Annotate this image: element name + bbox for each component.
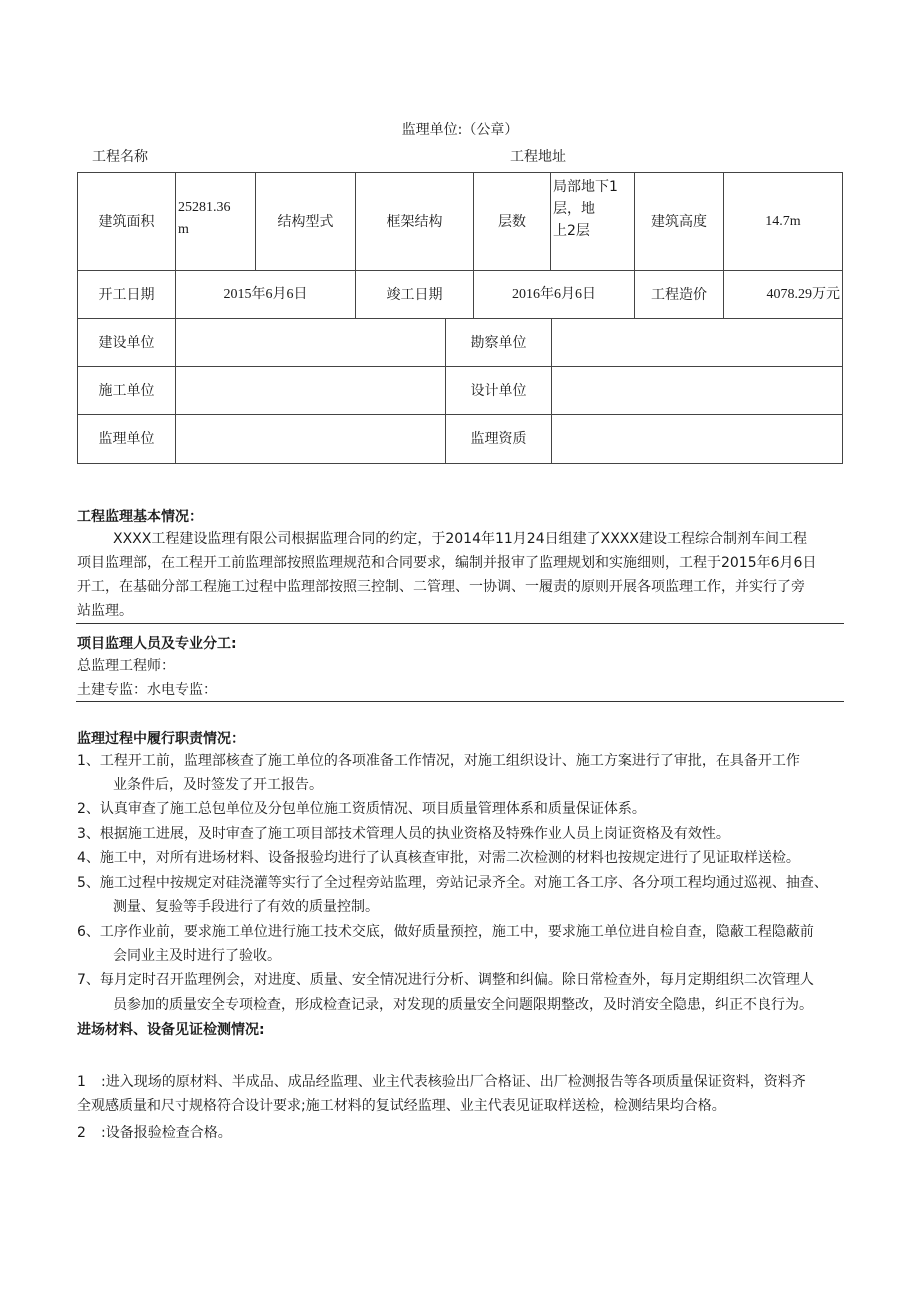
area-label: 建筑面积 — [98, 213, 155, 230]
end-date-value-cell — [473, 270, 635, 319]
contractor-label: 施工单位 — [98, 382, 155, 399]
basic-line-2: 项目监理部，在工程开工前监理部按照监理规范和合同要求，编制并报审了监理规划和实施细则，工程于2015年6月6日 — [77, 555, 817, 571]
divider-rule-1 — [76, 623, 844, 624]
qualification-label: 监理资质 — [470, 431, 527, 447]
design-unit-value-cell — [551, 366, 843, 415]
structure-label-cell — [255, 172, 356, 271]
area-label-cell — [77, 172, 176, 271]
specialists-label: 土建专监：水电专监： — [77, 682, 217, 698]
qualification-label-cell — [445, 414, 552, 464]
basic-line-1: XXXX工程建设监理有限公司根据监理合同的约定，于2014年11月24日组建了XXXX建设工程综合制剂车间工程 — [113, 531, 807, 547]
survey-unit-value-cell — [551, 318, 843, 367]
materials-heading: 进场材料、设备见证检测情况: — [77, 1022, 265, 1038]
duty-item-2: 2、认真审查了施工总包单位及分包单位施工资质情况、项目质量管理体系和质量保证体系。 — [77, 801, 646, 817]
supervision-unit-seal: 监理单位:（公章） — [401, 122, 519, 138]
supervision-unit-label-cell — [77, 414, 176, 464]
construction-unit-label: 建设单位 — [98, 334, 155, 351]
duty-item-7a: 7、每月定时召开监理例会，对进度、质量、安全情况进行分析、调整和纠偏。除日常检查外，每月定期组织二次管理人 — [77, 972, 814, 988]
duties-heading: 监理过程中履行职责情况： — [77, 731, 245, 747]
qualification-value-cell — [551, 414, 843, 464]
duty-item-5a: 5、施工过程中按规定对硅浇灌等实行了全过程旁站监理，旁站记录齐全。对施工各工序、各分项工程均通过巡视、抽查、 — [77, 875, 828, 891]
structure-value: 框架结构 — [386, 213, 443, 230]
area-value-line1: 25281.36 — [178, 200, 231, 215]
duty-item-1a: 1、工程开工前，监理部核查了施工单位的各项准备工作情况，对施工组织设计、施工方案进行了审批，在具备开工作 — [77, 753, 800, 769]
material-item-2-number: 2 — [77, 1125, 86, 1141]
end-date-label-cell — [355, 270, 474, 319]
duty-item-3: 3、根据施工进展，及时审查了施工项目部技术管理人员的执业资格及特殊作业人员上岗证资格及有效性。 — [77, 826, 730, 842]
floors-label-cell — [473, 172, 551, 271]
supervision-unit-value-cell — [175, 414, 446, 464]
survey-unit-label: 勘察单位 — [470, 334, 527, 351]
cost-label: 工程造价 — [651, 286, 707, 303]
material-item-1b: 全观感质量和尺寸规格符合设计要求;施工材料的复试经监理、业主代表见证取样送检，检测结果均合格。 — [77, 1098, 726, 1114]
material-item-2: :设备报验检查合格。 — [101, 1125, 232, 1141]
duty-item-4: 4、施工中，对所有进场材料、设备报验均进行了认真核查审批，对需二次检测的材料也按规定进行了见证取样送检。 — [77, 850, 800, 866]
height-label: 建筑高度 — [651, 213, 707, 230]
basic-situation-heading: 工程监理基本情况： — [77, 509, 203, 525]
start-date-value: 2015年6月6日 — [223, 286, 308, 302]
end-date-value: 2016年6月6日 — [512, 286, 596, 302]
end-date-label: 竣工日期 — [386, 286, 443, 303]
project-name-label: 工程名称 — [92, 149, 148, 165]
contractor-label-cell — [77, 366, 176, 415]
material-item-1a: :进入现场的原材料、半成品、成品经监理、业主代表核验出厂合格证、出厂检测报告等各项质量保证资料，资料齐 — [101, 1074, 806, 1090]
supervision-unit-label: 监理单位 — [98, 431, 155, 447]
contractor-value-cell — [175, 366, 446, 415]
project-info-table — [77, 172, 843, 464]
structure-label: 结构型式 — [277, 213, 334, 230]
design-unit-label-cell — [445, 366, 552, 415]
start-date-value-cell — [175, 270, 356, 319]
duty-item-6a: 6、工序作业前，要求施工单位进行施工技术交底，做好质量预控，施工中，要求施工单位进自检自查，隐蔽工程隐蔽前 — [77, 924, 814, 940]
survey-unit-label-cell — [445, 318, 552, 367]
basic-line-3: 开工，在基础分部工程施工过程中监理部按照三控制、二管理、一协调、一履责的原则开展各项监理工作，并实行了旁 — [77, 579, 805, 595]
cost-label-cell — [634, 270, 724, 319]
floors-label: 层数 — [498, 213, 526, 230]
duty-item-5b: 测量、复验等手段进行了有效的质量控制。 — [113, 899, 379, 915]
design-unit-label: 设计单位 — [470, 382, 527, 399]
start-date-label: 开工日期 — [98, 286, 155, 303]
basic-line-4: 站监理。 — [77, 603, 133, 619]
height-value-cell — [723, 172, 843, 271]
construction-unit-label-cell — [77, 318, 176, 367]
cost-value-cell — [723, 270, 843, 319]
chief-engineer-label: 总监理工程师： — [77, 658, 175, 674]
cost-value: 4078.29万元 — [766, 286, 840, 302]
floors-value-cell — [550, 172, 635, 271]
staff-heading: 项目监理人员及专业分工: — [77, 636, 237, 652]
material-item-1-number: 1 — [77, 1074, 86, 1090]
floors-value-line2: 层，地 — [553, 201, 595, 217]
height-value: 14.7m — [765, 213, 801, 229]
project-address-label: 工程地址 — [510, 149, 566, 165]
floors-value-line1: 局部地下1 — [553, 179, 618, 195]
duty-item-6b: 会同业主及时进行了验收。 — [113, 948, 281, 964]
area-value-line2: m — [178, 222, 189, 237]
start-date-label-cell — [77, 270, 176, 319]
height-label-cell — [634, 172, 724, 271]
duty-item-1b: 业条件后，及时签发了开工报告。 — [113, 777, 323, 793]
divider-rule-2 — [76, 701, 844, 702]
floors-value-line3: 上2层 — [553, 223, 590, 239]
structure-value-cell — [355, 172, 474, 271]
construction-unit-value-cell — [175, 318, 446, 367]
duty-item-7b: 员参加的质量安全专项检查，形成检查记录，对发现的质量安全问题限期整改，及时消安全隐患，纠正不良行为。 — [113, 997, 813, 1013]
area-value-cell — [175, 172, 256, 271]
